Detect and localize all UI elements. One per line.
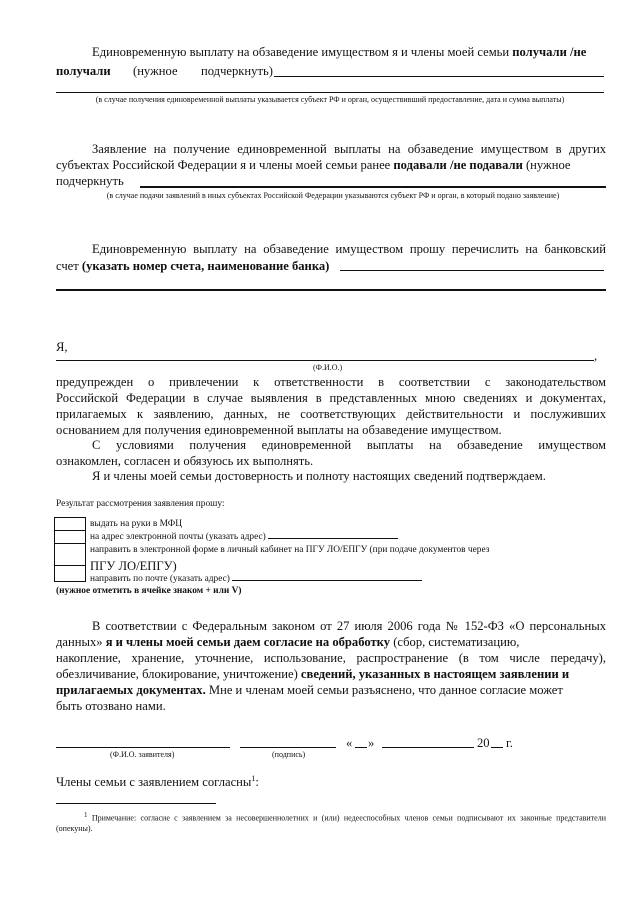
signature-sign-line[interactable] xyxy=(240,747,336,748)
section2-note: (в случае подачи заявлений в иных субъектах Российской Федерации указываются субъект РФ и орган, в который подано заявление) xyxy=(106,191,560,200)
consent-line6: быть отозвано нами. xyxy=(56,699,166,713)
signature-year-line[interactable] xyxy=(491,747,503,748)
declaration-fio-line[interactable] xyxy=(56,360,594,361)
result-option-cabinet: направить в электронной форме в личный кабинет на ПГУ ЛО/ЕПГУ (при подаче документов через xyxy=(90,545,490,555)
consent-line5: прилагаемых документах. Мне и членам моей семьи разъяснено, что данное согласие может xyxy=(56,683,563,697)
section1-line2-a: получали xyxy=(56,64,111,78)
result-option-email: на адрес электронной почты (указать адрес) xyxy=(90,531,398,543)
declaration-p2-line1: С условиями получения единовременной выплаты на обзаведение имуществом xyxy=(92,438,606,452)
signature-date-open: « xyxy=(346,736,353,750)
signature-year-suffix: г. xyxy=(506,736,513,750)
section2-fill-line[interactable] xyxy=(140,186,606,188)
consent-line2: данных» я и члены моей семьи даем согласие на обработку (сбор, систематизацию, xyxy=(56,635,520,649)
section3-line1: Единовременную выплату на обзаведение имуществом прошу перечислить на банковский xyxy=(92,242,606,256)
result-email-fill-line[interactable] xyxy=(268,538,398,539)
result-checkbox-cabinet[interactable] xyxy=(54,543,86,566)
signature-day-line[interactable] xyxy=(355,747,367,748)
result-option-post: направить по почте (указать адрес) xyxy=(90,573,422,585)
signature-date-close: » xyxy=(368,736,375,750)
signature-month-line[interactable] xyxy=(382,747,474,748)
section2-line3: подчеркнуть xyxy=(56,174,124,188)
result-checkbox-mfc[interactable] xyxy=(54,517,86,531)
section2-line1: Заявление на получение единовременной выплаты на обзаведение имуществом в других xyxy=(92,142,606,156)
footnote-separator xyxy=(56,803,216,804)
family-consent: Члены семьи с заявлением согласны$^1$: xyxy=(56,774,259,790)
declaration-p3: Я и члены моей семьи достоверность и полноту настоящих сведений подтверждаем. xyxy=(92,469,546,483)
section1-line2-b: (нужное xyxy=(133,64,178,78)
result-post-fill-line[interactable] xyxy=(232,580,422,581)
signature-sign-caption: (подпись) xyxy=(272,750,306,759)
section1-note: (в случае получения единовременной выплаты указывается субъект РФ и орган, осуществивший предоставление, дата и сумма выплаты) xyxy=(95,95,565,104)
section3-fill-line-2[interactable] xyxy=(56,289,606,291)
result-option-cabinet-cont: ПГУ ЛО/ЕПГУ) xyxy=(90,559,177,573)
signature-fio-line[interactable] xyxy=(56,747,230,748)
consent-line1: В соответствии с Федеральным законом от 27 июля 2006 года № 152-ФЗ «О персональных xyxy=(92,619,606,633)
result-title: Результат рассмотрения заявления прошу: xyxy=(56,499,225,509)
result-option-mfc: выдать на руки в МФЦ xyxy=(90,519,182,529)
declaration-p1-line1: предупрежден о привлечении к ответственности в соответствии с законодательством xyxy=(56,375,606,389)
signature-year-prefix: 20 xyxy=(477,736,490,750)
result-checkbox-email[interactable] xyxy=(54,530,86,544)
section1-fill-line-2[interactable] xyxy=(56,92,604,93)
declaration-fio-caption: (Ф.И.О.) xyxy=(313,363,343,372)
footnote: $^1$ Примечание: согласие с заявлением за несовершеннолетних и (или) недееспособных членов семьи подписывают их законные представители (опекуны). xyxy=(56,811,606,833)
section1-line2-c: подчеркнуть) xyxy=(201,64,273,78)
declaration-ya: Я, xyxy=(56,340,68,354)
signature-fio-caption: (Ф.И.О. заявителя) xyxy=(110,750,175,759)
section1-line1: Единовременную выплату на обзаведение имуществом я и члены моей семьи получали /не xyxy=(92,45,587,59)
section2-line2: субъектах Российской Федерации я и члены моей семьи ранее подавали /не подавали (нужное xyxy=(56,158,571,172)
result-hint: (нужное отметить в ячейке знаком + или V) xyxy=(56,586,242,596)
declaration-p1-line2: Российской Федерации в случае выявления в представленных мною сведениях и документах, xyxy=(56,391,606,405)
declaration-p2-line2: ознакомлен, согласен и обязуюсь их выполнять. xyxy=(56,454,314,468)
section3-line2: счет (указать номер счета, наименование банка) xyxy=(56,259,330,273)
result-checkbox-post[interactable] xyxy=(54,565,86,582)
declaration-p1-line3: прилагаемых к заявлению, данных, не соответствующих действительности и послуживших xyxy=(56,407,606,421)
section3-fill-line[interactable] xyxy=(340,270,604,271)
section1-fill-line[interactable] xyxy=(274,76,604,77)
consent-line3: накопление, хранение, уточнение, использование, распространение (в том числе передачу), xyxy=(56,651,606,665)
consent-line4: обезличивание, блокирование, уничтожение) сведений, указанных в настоящем заявлении и xyxy=(56,667,570,681)
declaration-comma: , xyxy=(594,349,598,363)
declaration-p1-line4: основанием для получения единовременной выплаты на обзаведение имуществом. xyxy=(56,423,502,437)
